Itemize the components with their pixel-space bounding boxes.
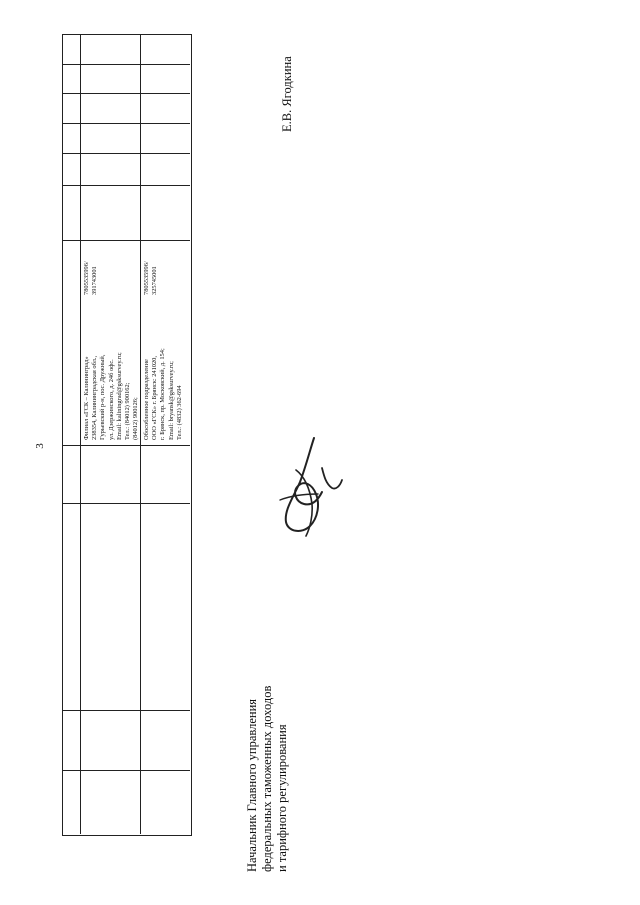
table-row-divider bbox=[62, 185, 190, 186]
signatory-position-title: Начальник Главного управления федеральных таможенных доходов и тарифного регулирования bbox=[245, 685, 289, 872]
table-col-divider bbox=[80, 34, 81, 834]
table-row-divider bbox=[62, 503, 190, 504]
signatory-name: Е.В. Ягодкина bbox=[280, 56, 294, 132]
table-row-divider bbox=[62, 710, 190, 711]
handwritten-signature bbox=[266, 430, 346, 540]
table-row-divider bbox=[62, 770, 190, 771]
table-row-divider bbox=[62, 240, 190, 241]
table-cell-address: Филиал «ГСК – Калининград» 238354, Калининградская обл., Гурьевский р-н, пос. Дружный, ул. Дзержинского, д. 24б офс. Email: kaliningrad@gsksurvey.ru; Тел.: (84012) 900162; (84012) 900126; bbox=[83, 352, 140, 440]
table-row-divider bbox=[62, 445, 190, 446]
page-number: 3 bbox=[33, 443, 46, 449]
table-cell-inn-kpp: 7805535996/ 391743001 bbox=[83, 261, 99, 295]
table-row-divider bbox=[62, 64, 190, 65]
table-cell-inn-kpp: 7805535996/ 325745001 bbox=[143, 261, 159, 295]
table-cell-address: Обособленное подразделение ООО «ГСК» г. Брянск: 241020, г. Брянск, пр. Московский, д. 154; Email: bryansk@gsksurvey.ru; Тел.: (4832) 362-694 bbox=[143, 348, 183, 440]
table-row-divider bbox=[62, 93, 190, 94]
table-row-divider bbox=[62, 123, 190, 124]
table-row-divider bbox=[62, 153, 190, 154]
